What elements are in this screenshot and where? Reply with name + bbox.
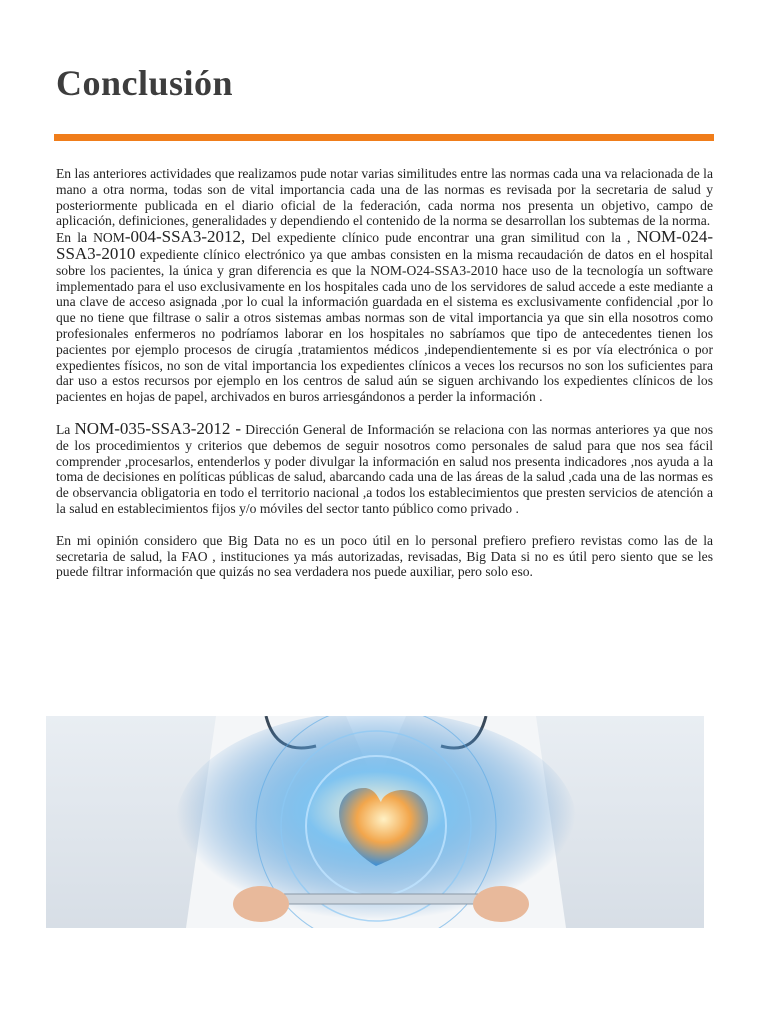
nom-024-ref: NOM-024-SSA3-2010 xyxy=(56,227,713,263)
p2-text-c: Del expediente clínico pude encontrar una gran similitud con la , xyxy=(245,230,637,246)
p3-text-a: La xyxy=(56,421,75,437)
p3-text-c: Dirección General de Información se relaciona con las normas anteriores ya que nos de los procedimientos y criterios que debemos de seguir nosotros como personales de salud para que nos sea fácil comprender ,procesarlos, entenderlos y poder divulgar la información en salud nos presenta indicadores ,nos ayuda a la toma de decisiones en políticas públicas de salud, abarcando cada una de las áreas de la salud ,cada una de las normas es de observancia obligatoria en todo el territorio nacional ,a todos los establecimientos que presten servicios de atención a la salud en establecimientos fijos y/o móviles del sector tanto público como privado . xyxy=(56,421,713,516)
doctor-heart-illustration xyxy=(46,716,704,928)
page-title: Conclusión xyxy=(56,63,234,103)
document-body xyxy=(56,166,713,580)
nom-004-ref: -004-SSA3-2012, xyxy=(124,227,246,247)
title-divider xyxy=(54,134,714,141)
paragraph-4: En mi opinión considero que Big Data no es un poco útil en lo personal prefiero prefiero revistas como las de la secretaria de salud, la FAO , instituciones ya más autorizadas, revisadas, Big Data si no es útil pero siento que se les puede filtrar información que quizás no sea verdadera nos puede auxiliar, pero solo eso. xyxy=(56,532,713,580)
p2-text-a: En la NOM xyxy=(56,230,125,246)
paragraph-1: En las anteriores actividades que realizamos pude notar varias similitudes entre las normas cada una va relacionada de la mano a otra norma, todas son de vital importancia cada una de las normas es revisada por la secretaria de salud y posteriormente publicada en el diario oficial de la federación, cada norma nos presenta un objetivo, campo de aplicación, definiciones, generalidades y dependiendo el contenido de la norma se desarrollan los subtemas de la norma. xyxy=(56,166,713,229)
paragraph-3 xyxy=(56,418,713,517)
p2-text-e: expediente clínico electrónico ya que ambas consisten en la misma recaudación de datos en el hospital sobre los pacientes, la única y gran diferencia es que la NOM-O24-SSA3-2010 hace uso de la tecnología un software implementado para el uso exclusivamente en los hospitales cada uno de los servidores de salud accede a este mediante a una clave de acceso asignada ,por lo cual la información guardada en el sistema es exclusivamente confidencial ,por lo que no tiene que filtrase o salir a otros sistemas ambas normas son de vital importancia ya que sin ella nosotros como profesionales enfermeros no podríamos laborar en los hospitales no sabríamos que tipo de antecedentes tienen los pacientes por ejemplo procesos de cirugía ,tratamientos médicos ,independientemente si es por vía electrónica o por expedientes físicos, no son de vital importancia los expedientes clínicos a veces los recursos no son los suficientes para dar uso a estos recursos por ejemplo en los centros de salud aún se siguen archivando los expedientes clínicos de los pacientes en hojas de papel, archivados en buros arriesgándonos a perder la información . xyxy=(56,246,713,405)
spacer xyxy=(56,517,713,533)
nom-035-ref: NOM-035-SSA3-2012 - xyxy=(74,418,242,438)
paragraph-2 xyxy=(56,229,713,405)
